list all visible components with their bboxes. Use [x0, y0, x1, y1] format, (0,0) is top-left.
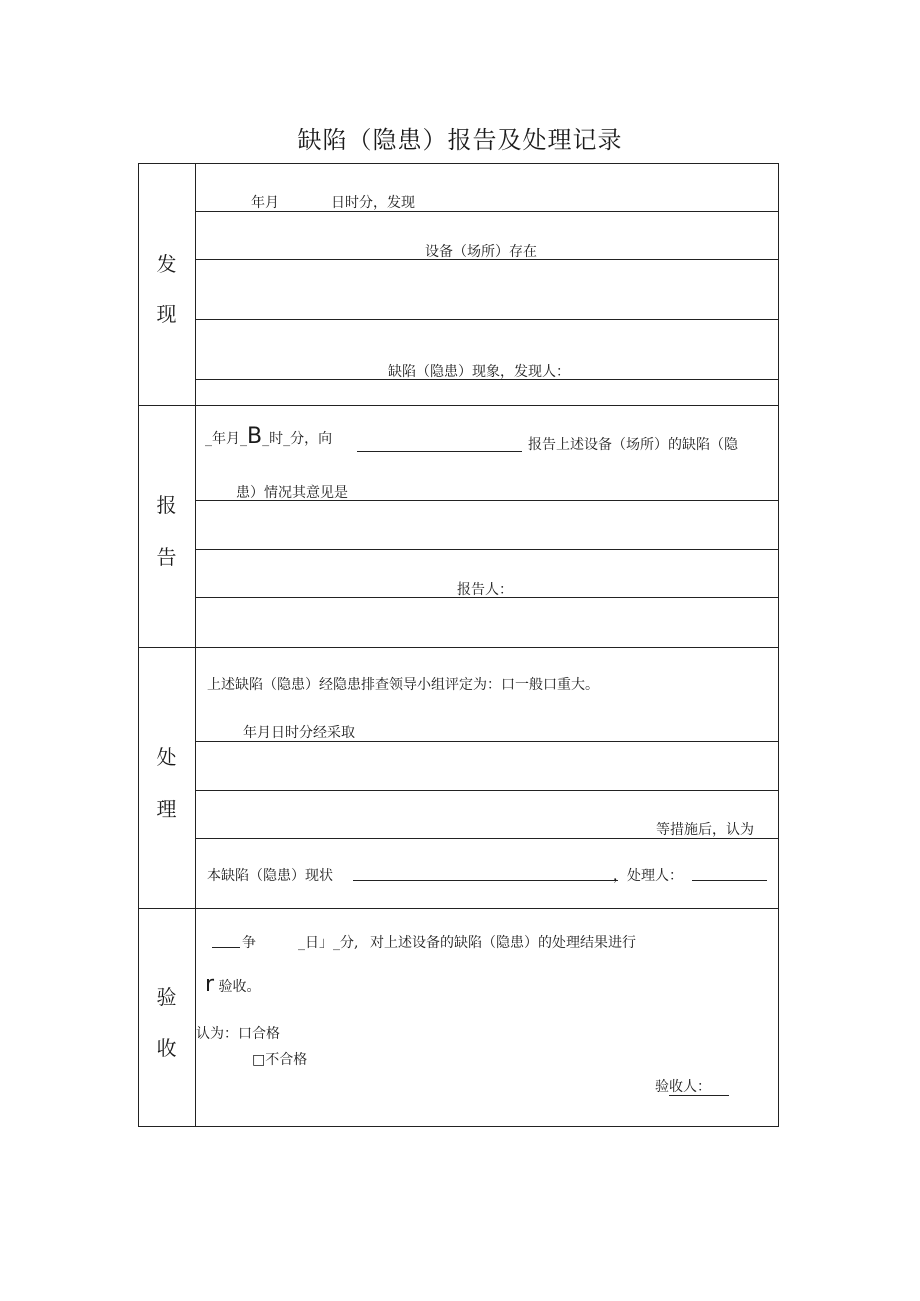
- accept-year-underline: [212, 947, 240, 948]
- discover-label-1: 发: [156, 252, 177, 276]
- handle-status: 本缺陷（隐患）现状: [207, 868, 333, 884]
- handle-line-2: [195, 790, 779, 791]
- discover-line-1: [195, 211, 779, 212]
- accept-glyph: r: [205, 972, 215, 997]
- accept-label-1: 验: [156, 985, 177, 1009]
- discover-time-day: 日时分，发现: [331, 195, 415, 211]
- handle-measures: 等措施后，认为: [656, 822, 754, 838]
- report-time-a: _年月_: [205, 431, 247, 447]
- handle-label-2: 理: [156, 797, 177, 821]
- report-recipient-underline: [357, 451, 522, 452]
- accept-person-b: 收人：: [669, 1079, 729, 1096]
- accept-qualified-option: 认为：口合格: [196, 1026, 280, 1042]
- accept-person: [655, 1076, 729, 1096]
- accept-person-a: 验: [655, 1079, 669, 1095]
- report-time-glyph: B: [247, 424, 263, 449]
- report-label-2: 告: [156, 545, 177, 569]
- page-title: 缺陷（隐患）报告及处理记录: [297, 126, 623, 154]
- accept-line-2: [205, 972, 261, 997]
- handle-time: 年月日时分经采取: [243, 725, 355, 741]
- discover-person: 缺陷（隐患）现象，发现人：: [388, 364, 570, 380]
- accept-year: 争: [242, 935, 256, 951]
- accept-result: 对上述设备的缺陷（隐患）的处理结果进行: [370, 935, 636, 951]
- report-line-2: [195, 549, 779, 550]
- accept-day: _日」_分,: [298, 935, 359, 951]
- handle-status-underline: [353, 880, 618, 881]
- section-divider-accept: [138, 908, 779, 909]
- discover-device: 设备（场所）存在: [425, 244, 537, 260]
- accept-check: 验收。: [218, 979, 261, 995]
- discover-label-2: 现: [156, 302, 177, 326]
- report-opinion: 患）情况其意见是: [236, 485, 348, 501]
- handle-person: ，处理人：: [613, 868, 683, 884]
- report-person: 报告人：: [457, 582, 513, 598]
- report-line-time: [205, 424, 332, 449]
- report-to-device: 报告上述设备（场所）的缺陷（隐: [528, 437, 738, 453]
- accept-label-2: 收: [156, 1036, 177, 1060]
- handle-label-1: 处: [156, 745, 177, 769]
- section-divider-report: [138, 405, 779, 406]
- section-divider-handle: [138, 647, 779, 648]
- report-time-b: _时_分，向: [262, 431, 333, 447]
- handle-assessment: 上述缺陷（隐患）经隐患排查领导小组评定为：口一般口重大。: [207, 677, 599, 693]
- report-label-1: 报: [156, 493, 177, 517]
- accept-unqualified-option: □不合格: [252, 1052, 308, 1068]
- handle-person-underline: [692, 880, 767, 881]
- label-column-divider: [195, 163, 196, 1127]
- discover-time-year-month: 年月: [251, 195, 279, 211]
- discover-line-3: [195, 319, 779, 320]
